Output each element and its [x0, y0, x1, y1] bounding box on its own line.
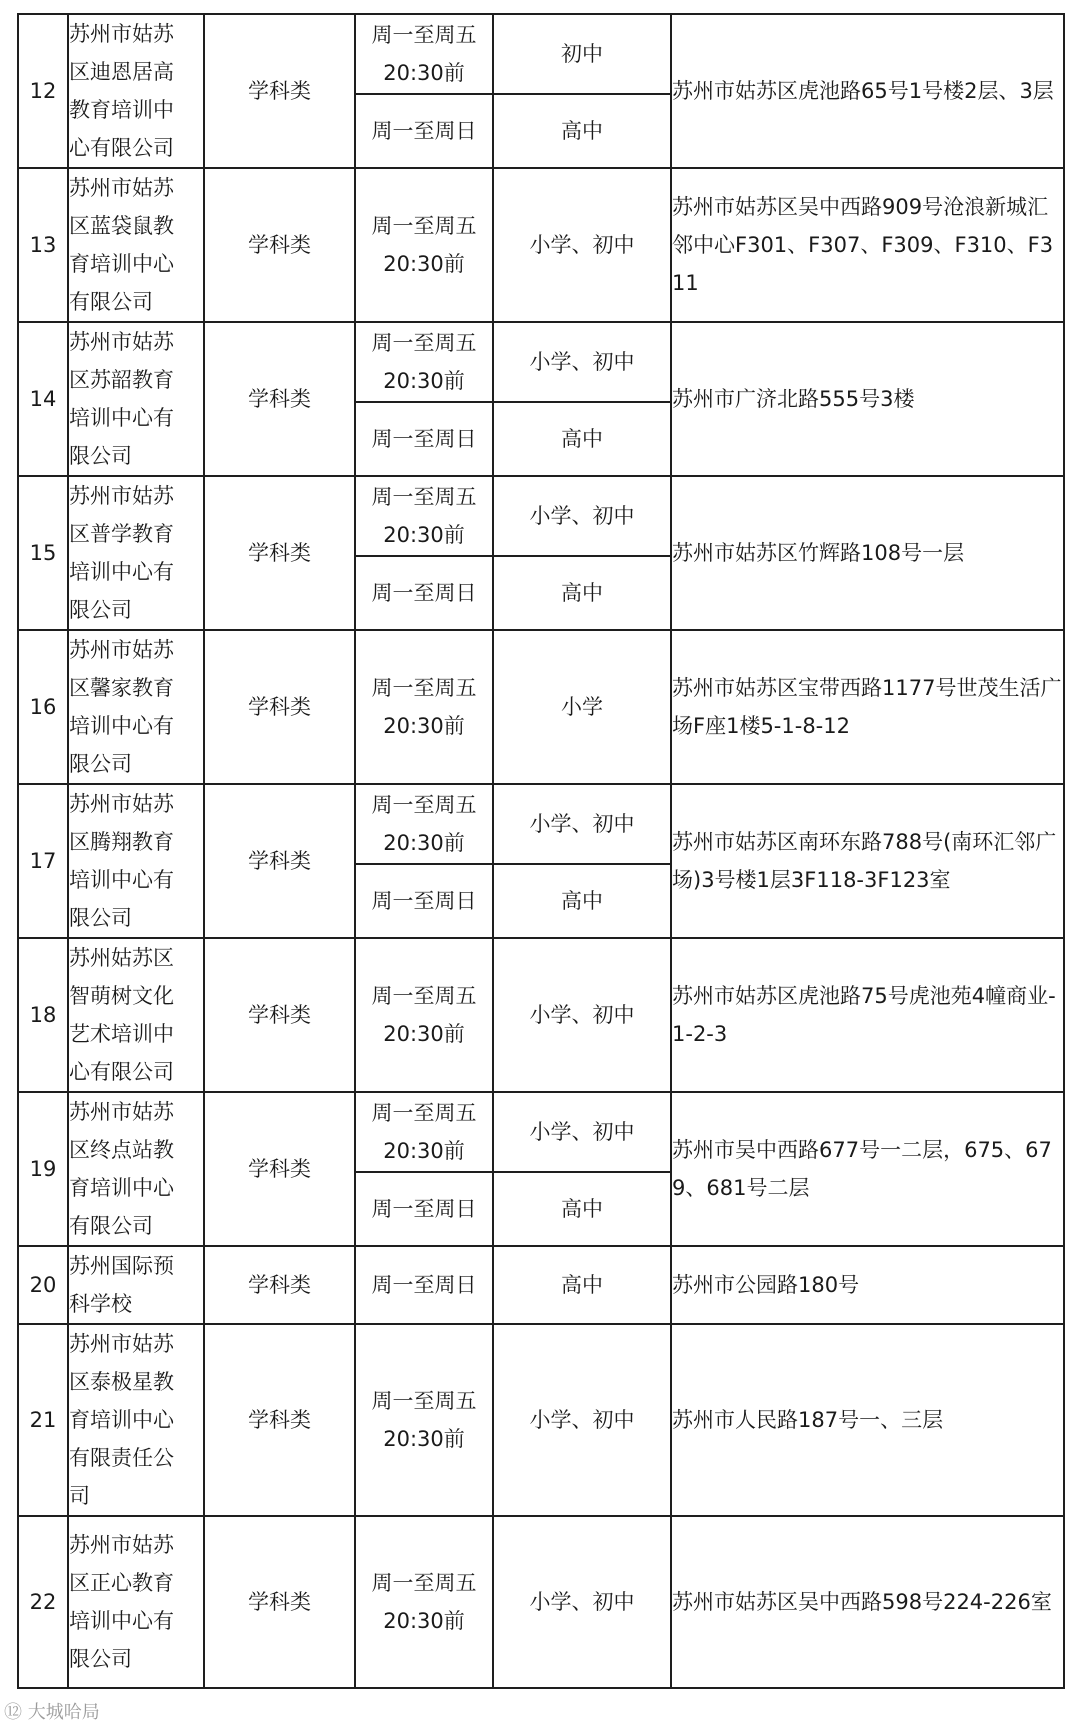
institution-name: 苏州市姑苏区蓝袋鼠教育培训中心有限公司: [68, 168, 204, 322]
institution-name: 苏州市姑苏区馨家教育培训中心有限公司: [68, 630, 204, 784]
address: 苏州市公园路180号: [671, 1246, 1064, 1324]
institution-name: 苏州市姑苏区泰极星教育培训中心有限责任公司: [68, 1324, 204, 1516]
row-number: 18: [18, 938, 68, 1092]
address: 苏州市姑苏区宝带西路1177号世茂生活广场F座1楼5-1-8-12: [671, 630, 1064, 784]
row-number: 16: [18, 630, 68, 784]
session-time: 周一至周五20:30前: [355, 14, 493, 94]
category: 学科类: [204, 630, 355, 784]
row-number: 12: [18, 14, 68, 168]
session-time: 周一至周五20:30前: [355, 1516, 493, 1688]
table-row: [18, 1092, 1064, 1172]
table-row: [18, 168, 1064, 322]
institution-name: 苏州国际预科学校: [68, 1246, 204, 1324]
institution-name: 苏州市姑苏区正心教育培训中心有限公司: [68, 1516, 204, 1688]
session-level: 初中: [493, 14, 671, 94]
session-time: 周一至周日: [355, 864, 493, 938]
session-level: 高中: [493, 864, 671, 938]
session-level: 小学、初中: [493, 784, 671, 864]
row-number: 17: [18, 784, 68, 938]
category: 学科类: [204, 476, 355, 630]
session-level: 小学、初中: [493, 1516, 671, 1688]
session-time: 周一至周日: [355, 402, 493, 476]
institution-name: 苏州姑苏区智萌树文化艺术培训中心有限公司: [68, 938, 204, 1092]
session-level: 小学、初中: [493, 938, 671, 1092]
institution-name: 苏州市姑苏区普学教育培训中心有限公司: [68, 476, 204, 630]
session-time: 周一至周五20:30前: [355, 938, 493, 1092]
row-number: 22: [18, 1516, 68, 1688]
address: 苏州市姑苏区虎池路65号1号楼2层、3层: [671, 14, 1064, 168]
session-time: 周一至周日: [355, 94, 493, 168]
table-body: [18, 14, 1064, 1688]
session-time: 周一至周五20:30前: [355, 1324, 493, 1516]
row-number: 21: [18, 1324, 68, 1516]
table-row: [18, 1324, 1064, 1516]
session-level: 小学、初中: [493, 1092, 671, 1172]
table-row: [18, 476, 1064, 556]
session-level: 高中: [493, 94, 671, 168]
category: 学科类: [204, 168, 355, 322]
address: 苏州市广济北路555号3楼: [671, 322, 1064, 476]
session-time: 周一至周五20:30前: [355, 322, 493, 402]
row-number: 14: [18, 322, 68, 476]
address: 苏州市人民路187号一、三层: [671, 1324, 1064, 1516]
category: 学科类: [204, 14, 355, 168]
watermark: ⑫ 大城哈局: [4, 1702, 100, 1723]
session-level: 小学: [493, 630, 671, 784]
session-level: 小学、初中: [493, 476, 671, 556]
session-level: 小学、初中: [493, 168, 671, 322]
row-number: 20: [18, 1246, 68, 1324]
category: 学科类: [204, 1516, 355, 1688]
address: 苏州市姑苏区南环东路788号(南环汇邻广场)3号楼1层3F118-3F123室: [671, 784, 1064, 938]
category: 学科类: [204, 938, 355, 1092]
institution-name: 苏州市姑苏区苏韶教育培训中心有限公司: [68, 322, 204, 476]
address: 苏州市姑苏区吴中西路909号沧浪新城汇邻中心F301、F307、F309、F310、F311: [671, 168, 1064, 322]
address: 苏州市姑苏区虎池路75号虎池苑4幢商业-1-2-3: [671, 938, 1064, 1092]
session-time: 周一至周日: [355, 1246, 493, 1324]
session-time: 周一至周日: [355, 556, 493, 630]
session-level: 小学、初中: [493, 1324, 671, 1516]
table-row: [18, 1246, 1064, 1324]
session-level: 高中: [493, 1172, 671, 1246]
session-time: 周一至周日: [355, 1172, 493, 1246]
table-row: [18, 784, 1064, 864]
table-row: [18, 630, 1064, 784]
session-time: 周一至周五20:30前: [355, 784, 493, 864]
session-level: 小学、初中: [493, 322, 671, 402]
table-row: [18, 14, 1064, 94]
category: 学科类: [204, 1324, 355, 1516]
table-row: [18, 322, 1064, 402]
session-time: 周一至周五20:30前: [355, 1092, 493, 1172]
institution-name: 苏州市姑苏区迪恩居高教育培训中心有限公司: [68, 14, 204, 168]
session-level: 高中: [493, 1246, 671, 1324]
session-level: 高中: [493, 556, 671, 630]
row-number: 19: [18, 1092, 68, 1246]
address: 苏州市吴中西路677号一二层，675、679、681号二层: [671, 1092, 1064, 1246]
training-institutions-table: [17, 13, 1065, 1689]
table-row: [18, 1516, 1064, 1688]
address: 苏州市姑苏区吴中西路598号224-226室: [671, 1516, 1064, 1688]
category: 学科类: [204, 784, 355, 938]
session-level: 高中: [493, 402, 671, 476]
table-row: [18, 938, 1064, 1092]
institution-name: 苏州市姑苏区终点站教育培训中心有限公司: [68, 1092, 204, 1246]
row-number: 15: [18, 476, 68, 630]
session-time: 周一至周五20:30前: [355, 630, 493, 784]
row-number: 13: [18, 168, 68, 322]
address: 苏州市姑苏区竹辉路108号一层: [671, 476, 1064, 630]
institution-name: 苏州市姑苏区腾翔教育培训中心有限公司: [68, 784, 204, 938]
category: 学科类: [204, 1246, 355, 1324]
session-time: 周一至周五20:30前: [355, 476, 493, 556]
session-time: 周一至周五20:30前: [355, 168, 493, 322]
category: 学科类: [204, 1092, 355, 1246]
category: 学科类: [204, 322, 355, 476]
